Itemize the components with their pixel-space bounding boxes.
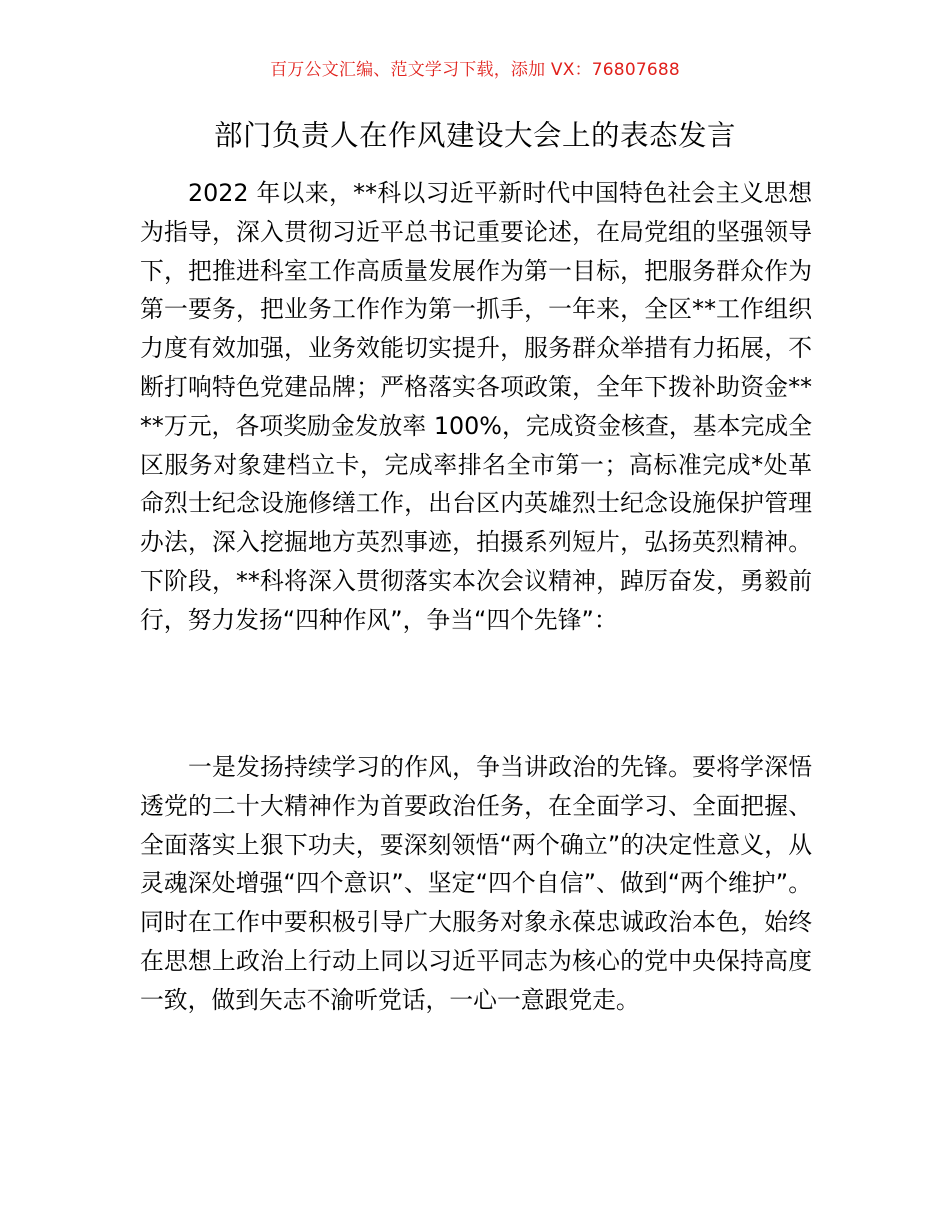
paragraph-point-one: 一是发扬持续学习的作风，争当讲政治的先锋。要将学深悟透党的二十大精神作为首要政治任务，在全面学习、全面把握、全面落实上狠下功夫，要深刻领悟“两个确立”的决定性意义，从灵魂深处增强“四个意识”、坚定“四个自信”、做到“两个维护”。同时在工作中要积极引导广大服务对象永葆忠诚政治本色，始终在思想上政治上行动上同以习近平同志为核心的党中央保持高度一致，做到矢志不渝听党话，一心一意跟党走。 — [140, 753, 812, 1014]
header-note: 百万公文汇编、范文学习下载，添加 VX：76807688 — [270, 60, 680, 80]
paragraph-intro: 2022 年以来，**科以习近平新时代中国特色社会主义思想为指导，深入贯彻习近平总书记重要论述，在局党组的坚强领导下，把推进科室工作高质量发展作为第一目标，把服务群众作为第一要务，把业务工作作为第一抓手，一年来，全区**工作组织力度有效加强，业务效能切实提升，服务群众举措有力拓展，不断打响特色党建品牌；严格落实各项政策，全年下拨补助资金****万元，各项奖励金发放率 100%，完成资金核查，基本完成全区服务对象建档立卡，完成率排名全市第一；高标准完成*处革命烈士纪念设施修缮工作，出台区内英雄烈士纪念设施保护管理办法，深入挖掘地方英烈事迹，拍摄系列短片，弘扬英烈精神。下阶段，**科将深入贯彻落实本次会议精神，踔厉奋发，勇毅前行，努力发扬“四种作风”，争当“四个先锋”： — [140, 179, 812, 634]
document-title: 部门负责人在作风建设大会上的表态发言 — [213, 119, 736, 152]
